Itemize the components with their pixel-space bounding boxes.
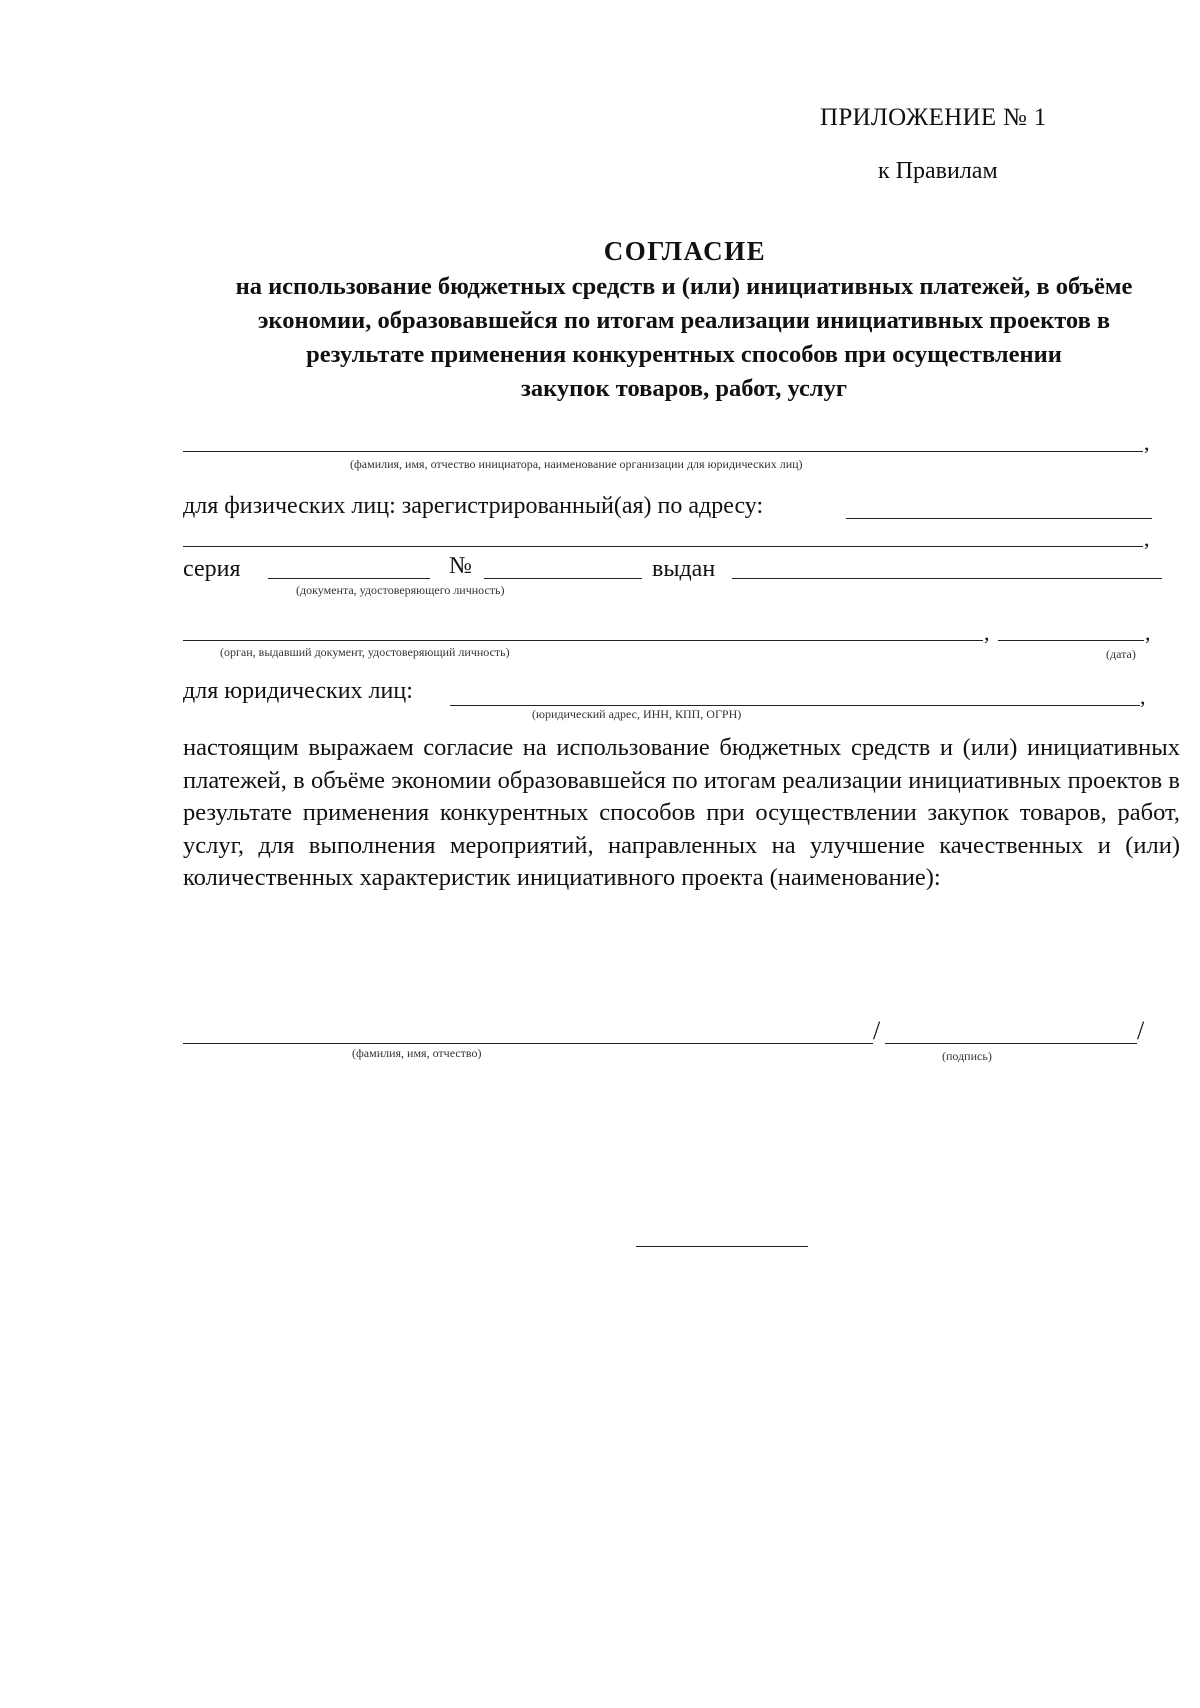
- series-field[interactable]: [268, 578, 430, 579]
- issued-label: выдан: [652, 556, 716, 582]
- signature-hint: (подпись): [942, 1049, 992, 1063]
- legal-hint: (юридический адрес, ИНН, КПП, ОГРН): [532, 707, 742, 721]
- slash-mark: /: [1137, 1016, 1145, 1045]
- consent-statement: настоящим выражаем согласие на использование бюджетных средств и (или) инициативных платежей, в объёме экономии образовавшейся по итогам реализации инициативных проектов в результате применения конкурентных способов при осуществлении закупок товаров, работ, услуг, для выполнения мероприятий, направленных на улучшение качественных и (или) количественных характеристик инициативного проекта (наименование):: [183, 734, 1180, 891]
- signature-field[interactable]: [885, 1043, 1137, 1044]
- comma-mark: ,: [984, 620, 990, 645]
- individuals-address-label: для физических лиц: зарегистрированный(ая) по адресу:: [183, 493, 764, 519]
- issuer-field[interactable]: [183, 640, 983, 641]
- slash-mark: /: [873, 1016, 881, 1045]
- address-field-continued[interactable]: [183, 546, 1143, 547]
- document-hint: (документа, удостоверяющего личность): [296, 583, 505, 597]
- issued-field[interactable]: [732, 578, 1162, 579]
- number-label: №: [449, 553, 472, 579]
- subtitle-line: результате применения конкурентных способов при осуществлении: [306, 341, 1062, 368]
- initiator-hint: (фамилия, имя, отчество инициатора, наименование организации для юридических лиц): [350, 457, 803, 471]
- legal-entities-label: для юридических лиц:: [183, 678, 413, 704]
- subtitle-line: экономии, образовавшейся по итогам реализации инициативных проектов в: [257, 307, 1111, 334]
- document-title: СОГЛАСИЕ: [603, 236, 767, 266]
- series-label: серия: [183, 556, 241, 582]
- subtitle-line: закупок товаров, работ, услуг: [521, 375, 847, 402]
- initiator-name-field[interactable]: [183, 451, 1143, 452]
- annex-reference: к Правилам: [878, 158, 998, 184]
- comma-mark: ,: [1144, 430, 1150, 455]
- closing-separator: [636, 1246, 808, 1247]
- address-field[interactable]: [846, 518, 1152, 519]
- annex-number: ПРИЛОЖЕНИЕ № 1: [820, 104, 1047, 131]
- issuer-hint: (орган, выдавший документ, удостоверяющий личность): [220, 645, 510, 659]
- date-field[interactable]: [998, 640, 1144, 641]
- legal-entity-field[interactable]: [450, 705, 1140, 706]
- number-field[interactable]: [484, 578, 642, 579]
- comma-mark: ,: [1145, 620, 1151, 645]
- comma-mark: ,: [1140, 684, 1146, 709]
- document-subtitle: [178, 270, 1190, 406]
- signatory-name-field[interactable]: [183, 1043, 873, 1044]
- comma-mark: ,: [1144, 526, 1150, 551]
- date-hint: (дата): [1106, 647, 1136, 661]
- subtitle-line: на использование бюджетных средств и (или) инициативных платежей, в объёме: [235, 273, 1133, 300]
- signatory-name-hint: (фамилия, имя, отчество): [352, 1046, 482, 1060]
